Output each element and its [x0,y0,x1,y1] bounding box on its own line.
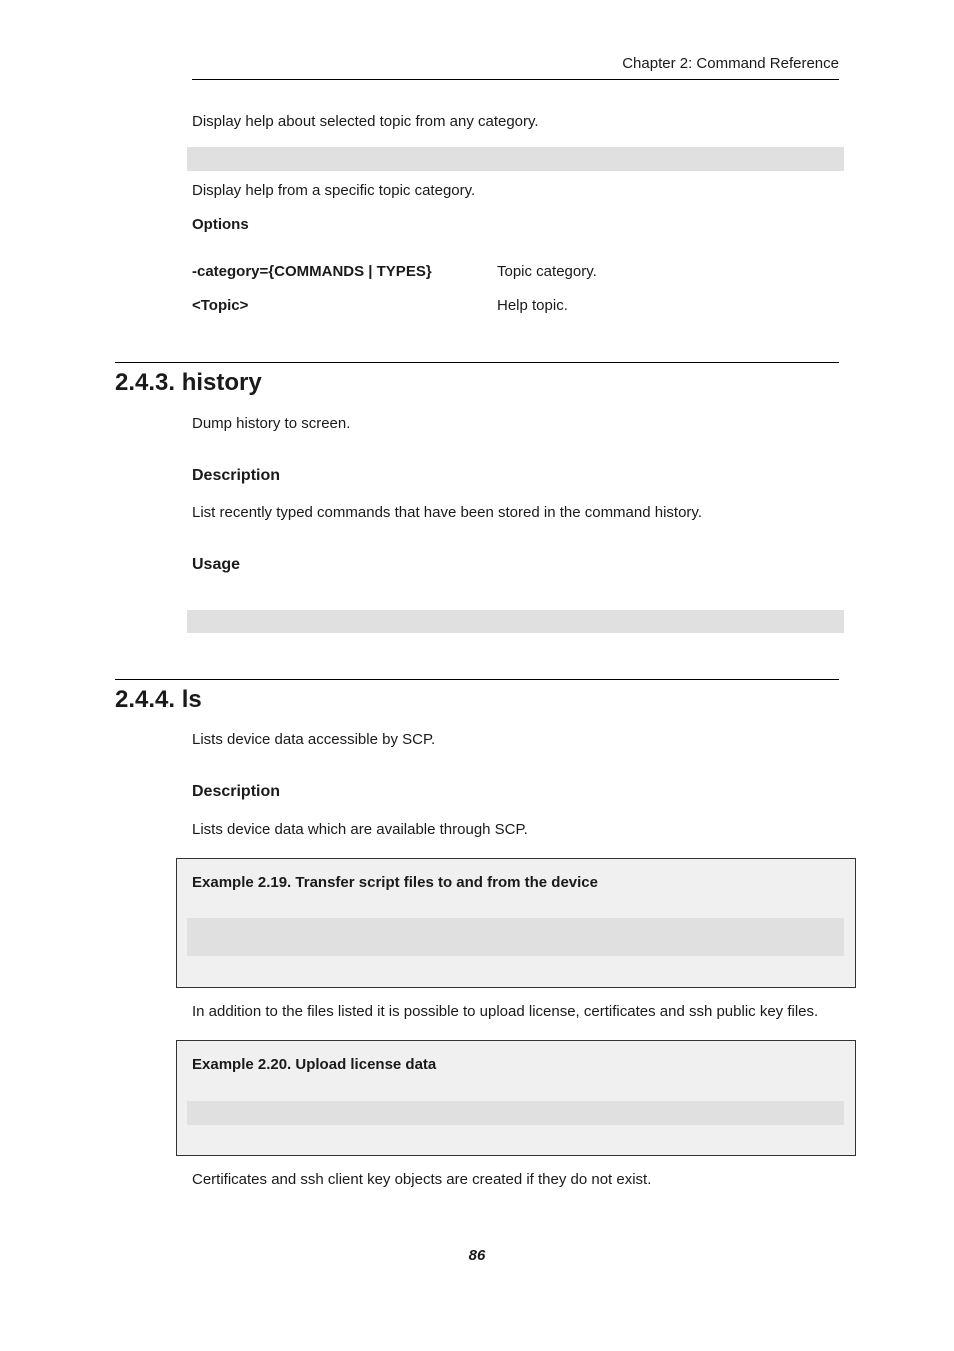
help-intro-text: Display help about selected topic from any category. [192,113,539,130]
option-name-category: -category={COMMANDS | TYPES} [192,263,432,280]
header-divider [192,79,839,80]
section-divider-history [115,362,839,363]
ls-description-text: Lists device data which are available through SCP. [192,821,528,838]
example-code-block-2-20 [187,1101,844,1125]
option-desc-topic: Help topic. [497,297,568,314]
help-category-text: Display help from a specific topic category. [192,182,476,199]
ls-summary: Lists device data accessible by SCP. [192,731,436,748]
history-usage-heading: Usage [192,556,241,573]
section-title-ls: 2.4.4. ls [115,686,202,713]
help-code-block [187,147,844,171]
example-title-2-20: Example 2.20. Upload license data [192,1056,437,1073]
option-name-topic: <Topic> [192,297,249,314]
example-code-block-2-19 [187,918,844,956]
history-description-text: List recently typed commands that have been stored in the command history. [192,504,702,521]
options-heading: Options [192,216,249,233]
example-title-2-19: Example 2.19. Transfer script files to and from the device [192,874,598,891]
section-divider-ls [115,679,839,680]
history-summary: Dump history to screen. [192,415,351,432]
option-desc-category: Topic category. [497,263,597,280]
ls-between-text: In addition to the files listed it is possible to upload license, certificates and ssh public key files. [192,1003,819,1020]
running-header: Chapter 2: Command Reference [622,55,839,72]
ls-description-heading: Description [192,783,281,800]
ls-closing-text: Certificates and ssh client key objects are created if they do not exist. [192,1171,652,1188]
history-description-heading: Description [192,467,281,484]
page-number: 86 [468,1247,486,1264]
history-usage-code-block [187,610,844,633]
section-title-history: 2.4.3. history [115,369,262,396]
